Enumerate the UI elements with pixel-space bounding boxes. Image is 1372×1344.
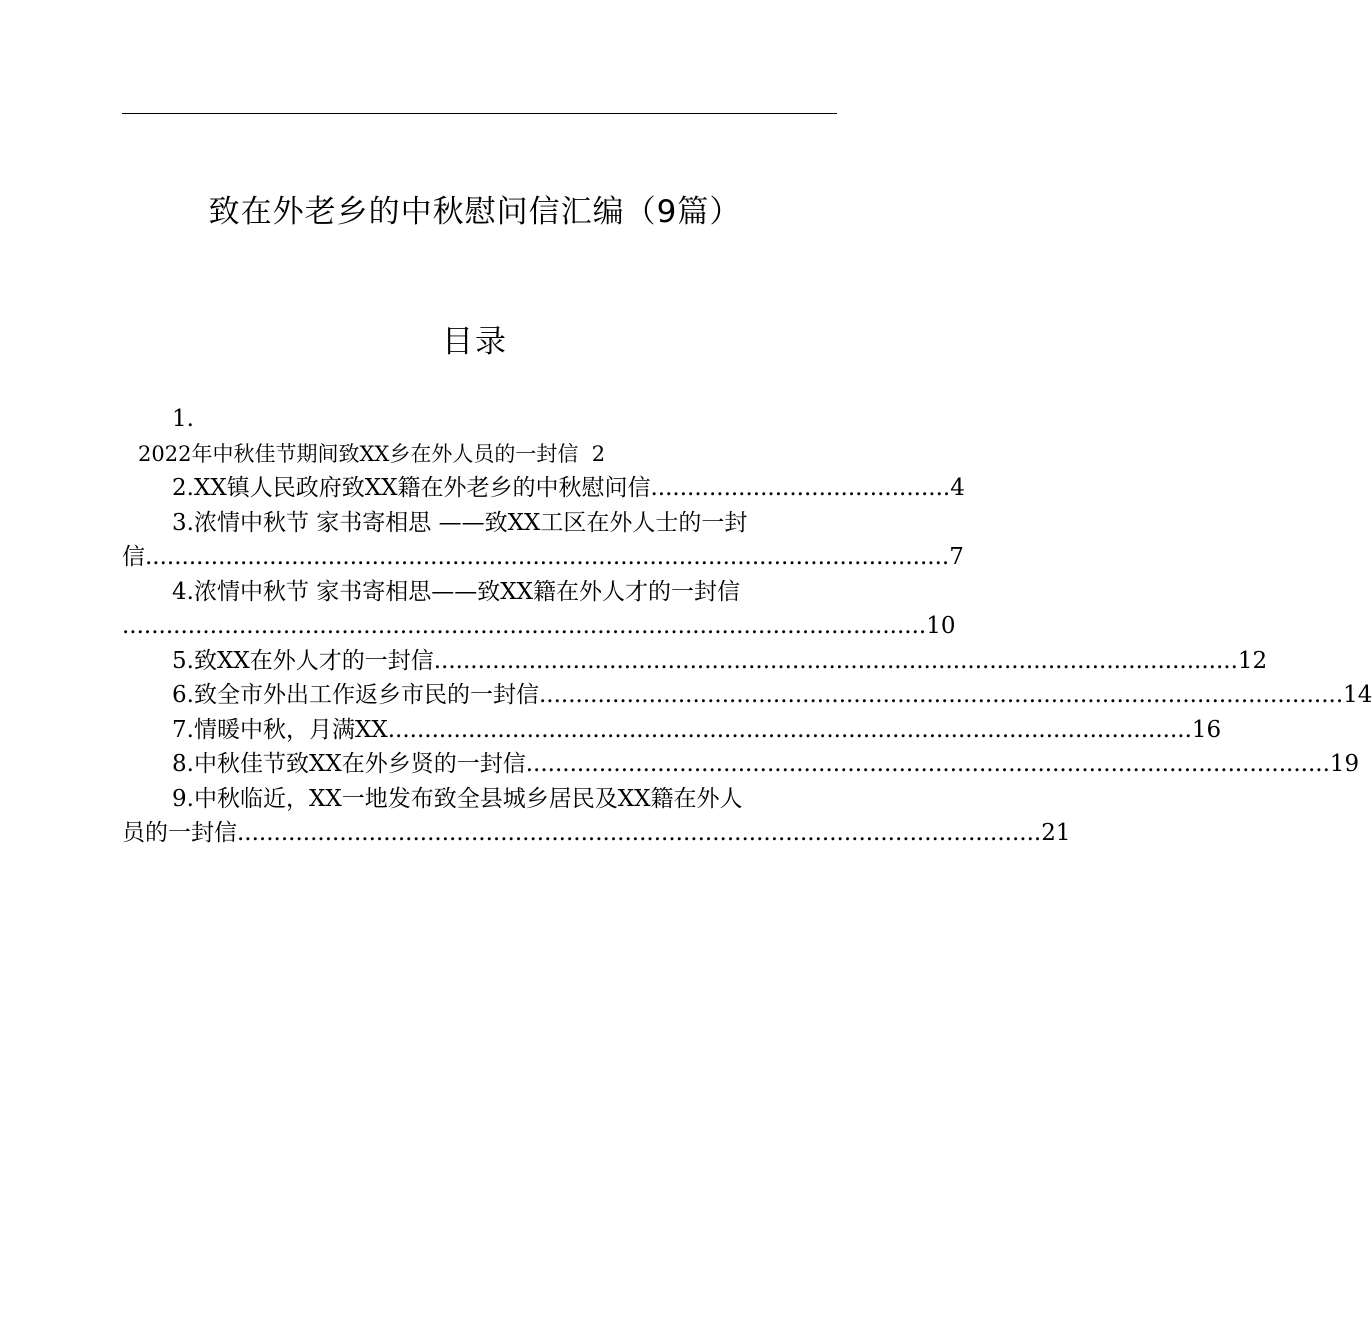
header-rule xyxy=(122,113,837,114)
document-title: 致在外老乡的中秋慰问信汇编（9篇） xyxy=(208,194,742,230)
toc-entry-2[interactable] xyxy=(122,471,965,506)
toc-leader-dots: .............................................................................................................. xyxy=(122,613,927,639)
toc-leader-dots: .............................................................................................................. xyxy=(433,647,1238,674)
toc-entry-7[interactable] xyxy=(122,713,1222,748)
toc-leader-dots: .............................................................................................................. xyxy=(538,682,1344,708)
toc-entry-title: 中秋佳节致XX在外乡贤的一封信 xyxy=(193,751,526,777)
toc-entry-number: 8. xyxy=(172,751,194,777)
toc-entry-page: 10 xyxy=(926,613,956,639)
toc-leader-dots: .............................................................................................................. xyxy=(525,751,1330,777)
toc-entry-9[interactable] xyxy=(122,782,837,817)
toc-entry-title: 2022年中秋佳节期间致XX乡在外人员的一封信 xyxy=(138,441,579,466)
toc-entry-title: 情暖中秋，月满XX xyxy=(193,716,388,743)
toc-entry-page: 19 xyxy=(1329,751,1360,777)
toc-entry-3-cont[interactable] xyxy=(122,540,964,575)
toc-entry-number: 4. xyxy=(172,578,194,605)
toc-entry-page: 7 xyxy=(949,544,964,570)
toc-entry-page: 2 xyxy=(591,441,606,466)
toc-entry-page: 14 xyxy=(1343,682,1372,708)
toc-entry-1-text[interactable] xyxy=(122,437,837,472)
toc-entry-number: 5. xyxy=(172,647,194,674)
toc-entry-title: 浓情中秋节 家书寄相思 ——致XX工区在外人士的一封 xyxy=(193,509,748,536)
toc-entry-5[interactable] xyxy=(122,644,1268,679)
toc-entry-page: 21 xyxy=(1041,820,1071,846)
toc-entry-page: 4 xyxy=(950,475,965,501)
toc-entry-title: 浓情中秋节 家书寄相思——致XX籍在外人才的一封信 xyxy=(193,578,741,605)
toc-entry-number: 1. xyxy=(172,406,194,432)
toc-entry-number: 9. xyxy=(172,785,194,812)
toc-entry-4[interactable] xyxy=(122,575,837,610)
toc-entry-title: 致全市外出工作返乡市民的一封信 xyxy=(193,682,539,708)
toc-leader-dots: .............................................................................................................. xyxy=(237,820,1042,846)
toc-entry-number: 3. xyxy=(172,509,194,536)
toc-entry-number: 2. xyxy=(172,475,194,501)
toc-entry-title-cont: 信 xyxy=(122,544,145,570)
toc-entry-page: 16 xyxy=(1191,716,1222,743)
toc-entry-number: 7. xyxy=(172,716,194,743)
toc-entry-4-cont[interactable] xyxy=(122,609,956,644)
toc-entry-6[interactable] xyxy=(122,678,1372,713)
toc-entry-number: 6. xyxy=(172,682,194,708)
toc-entry-title: 致XX在外人才的一封信 xyxy=(193,647,434,674)
toc-entry-1[interactable] xyxy=(122,402,837,437)
toc-leader-dots: .............................................................................................................. xyxy=(387,716,1192,743)
toc-entry-8[interactable] xyxy=(122,747,1360,782)
toc-entry-title: XX镇人民政府致XX籍在外老乡的中秋慰问信 xyxy=(193,475,651,501)
toc-entry-page: 12 xyxy=(1237,647,1268,674)
toc-entry-title-cont: 员的一封信 xyxy=(122,820,237,846)
toc-entry-3[interactable] xyxy=(122,506,837,541)
toc-heading: 目录 xyxy=(442,324,508,360)
toc-leader-dots: ......................................... xyxy=(650,475,951,501)
table-of-contents xyxy=(122,402,1372,851)
toc-entry-title: 中秋临近，XX一地发布致全县城乡居民及XX籍在外人 xyxy=(193,785,743,812)
toc-leader-dots: .............................................................................................................. xyxy=(145,544,950,570)
toc-entry-9-cont[interactable] xyxy=(122,816,1071,851)
